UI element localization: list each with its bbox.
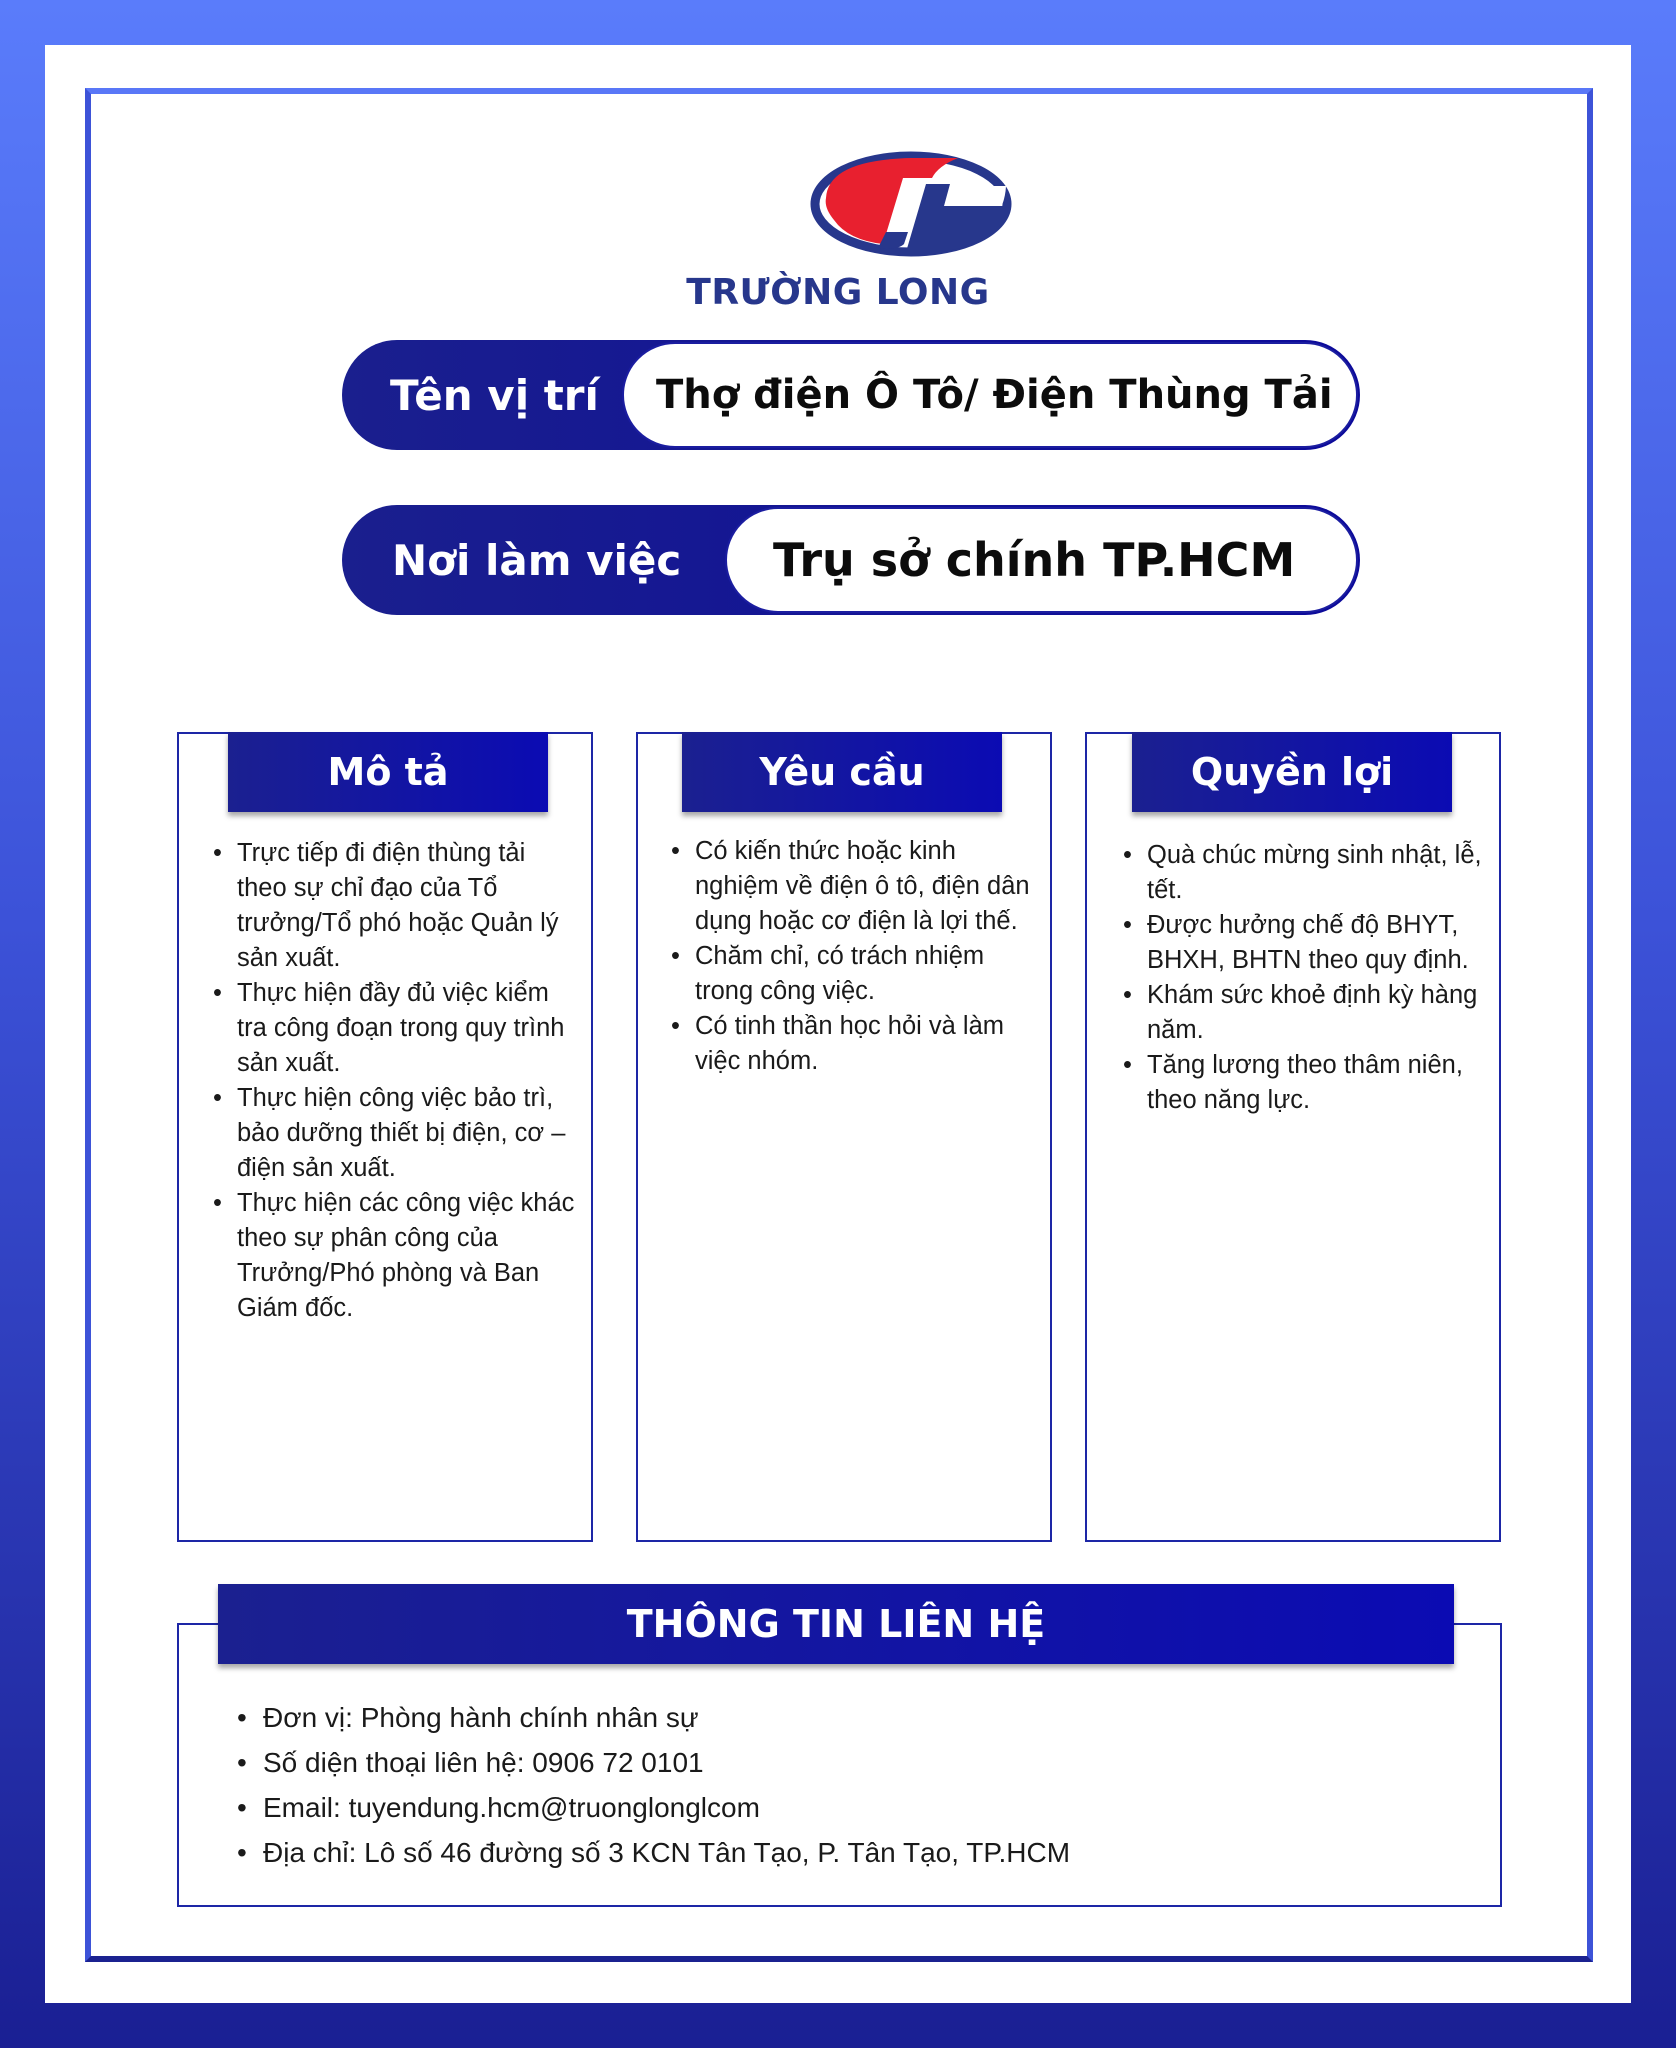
list-item: • Thực hiện các công việc khác theo sự phân công của Trưởng/Phó phòng và Ban Giám đốc. (213, 1186, 577, 1326)
list-item: • Được hưởng chế độ BHYT, BHXH, BHTN theo quy định. (1123, 908, 1485, 978)
position-value: Thợ điện Ô Tô/ Điện Thùng Tải (622, 342, 1358, 448)
workplace-value: Trụ sở chính TP.HCM (725, 507, 1358, 613)
contact-email: • Email: tuyendung.hcm@truonglonglcom (237, 1785, 1070, 1830)
contact-title: THÔNG TIN LIÊN HỆ (218, 1584, 1454, 1664)
list-item: • Trực tiếp đi điện thùng tải theo sự chỉ đạo của Tổ trưởng/Tổ phó hoặc Quản lý sản xuất. (213, 836, 577, 976)
benefits-list (1123, 838, 1485, 1118)
position-label: Tên vị trí (390, 370, 599, 420)
list-item: • Khám sức khoẻ định kỳ hàng năm. (1123, 978, 1485, 1048)
contact-address: • Địa chỉ: Lô số 46 đường số 3 KCN Tân Tạo, P. Tân Tạo, TP.HCM (237, 1830, 1070, 1875)
benefits-title: Quyền lợi (1132, 732, 1452, 812)
requirements-list (671, 834, 1036, 1079)
list-item: • Có tinh thần học hỏi và làm việc nhóm. (671, 1009, 1036, 1079)
position-row (342, 340, 1360, 450)
contact-unit: • Đơn vị: Phòng hành chính nhân sự (237, 1695, 1070, 1740)
truong-long-logo-icon (808, 148, 1014, 260)
description-title: Mô tả (228, 732, 548, 812)
contact-list (237, 1695, 1070, 1875)
brand-name: TRƯỜNG LONG (686, 272, 990, 313)
list-item: • Thực hiện đầy đủ việc kiểm tra công đoạn trong quy trình sản xuất. (213, 976, 577, 1081)
workplace-row (342, 505, 1360, 615)
description-list (213, 836, 577, 1326)
list-item: • Chăm chỉ, có trách nhiệm trong công việc. (671, 939, 1036, 1009)
requirements-title: Yêu cầu (682, 732, 1002, 812)
list-item: • Thực hiện công việc bảo trì, bảo dưỡng thiết bị điện, cơ – điện sản xuất. (213, 1081, 577, 1186)
list-item: • Có kiến thức hoặc kinh nghiệm về điện ô tô, điện dân dụng hoặc cơ điện là lợi thế. (671, 834, 1036, 939)
requirements-card (636, 732, 1052, 1542)
benefits-card (1085, 732, 1501, 1542)
description-card (177, 732, 593, 1542)
list-item: • Quà chúc mừng sinh nhật, lễ, tết. (1123, 838, 1485, 908)
list-item: • Tăng lương theo thâm niên, theo năng lực. (1123, 1048, 1485, 1118)
workplace-label: Nơi làm việc (392, 535, 682, 585)
contact-phone: • Số diện thoại liên hệ: 0906 72 0101 (237, 1740, 1070, 1785)
contact-card (177, 1623, 1502, 1907)
